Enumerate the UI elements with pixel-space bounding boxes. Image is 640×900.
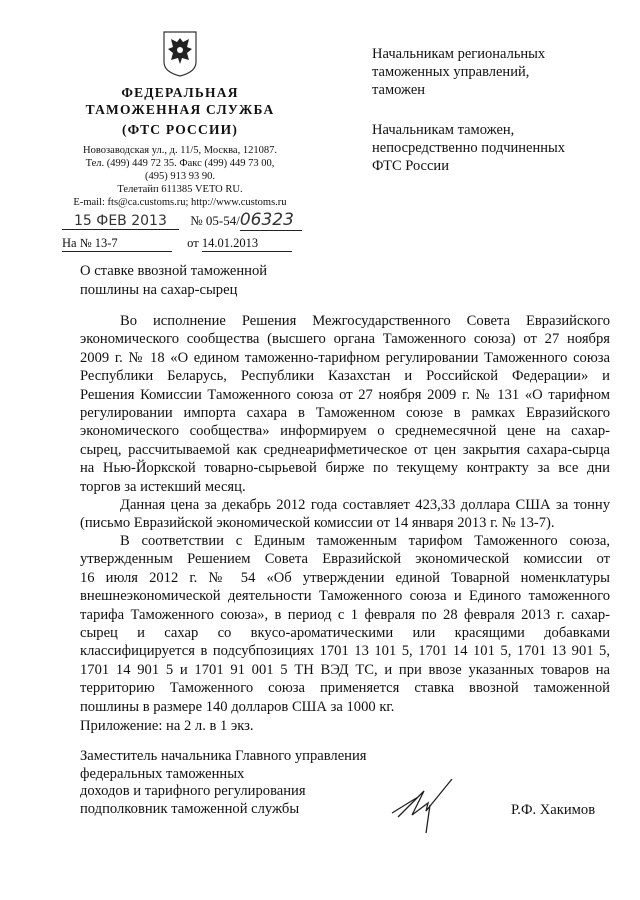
paragraph-line: экономического сообщества» информируем о среднемесячной цене на сахар-: [80, 423, 610, 440]
paragraph-line: 1701 14 901 5 и 1701 91 001 5 ТН ВЭД ТС, и при ввозе указанных товаров на: [80, 661, 610, 678]
recipients-block-1: [372, 45, 545, 99]
paragraph-line: Данная цена за декабрь 2012 года составляет 423,33 доллара США за тонну: [120, 497, 610, 513]
reference-line: [62, 236, 292, 252]
paragraph-line: территорию Таможенного союза применяется ставка ввозной таможенной: [80, 680, 610, 697]
paragraph-line: Решения Комиссии Таможенного союза от 27 ноября 2009 г. № 131 «О тарифном: [80, 386, 610, 403]
document-number: 06323: [240, 210, 302, 231]
email-line: E-mail: fts@ca.customs.ru; http://www.customs.ru: [73, 197, 287, 208]
ref-number: 13-7: [94, 236, 118, 250]
subject-line: О ставке ввозной таможенной: [80, 263, 268, 279]
signatory-title-line: Заместитель начальника Главного управления: [80, 748, 367, 764]
org-name-line2: ТАМОЖЕННАЯ СЛУЖБА: [85, 102, 275, 117]
org-name-line1: ФЕДЕРАЛЬНАЯ: [121, 85, 239, 100]
signature-image: [390, 775, 470, 840]
recipients-block-2: [372, 121, 565, 175]
org-short-name: (ФТС РОССИИ): [121, 122, 239, 137]
paragraph-line: сырец и сахар со вкусо-ароматическими или красящими добавками: [80, 625, 610, 642]
recipient-line: таможенных управлений,: [372, 64, 530, 80]
recipient-line: ФТС России: [372, 158, 449, 174]
signatory-name: Р.Ф. Хакимов: [511, 802, 596, 818]
ref-date-prefix: от: [187, 236, 199, 250]
paragraph-line: утвержденным Решением Совета Евразийской экономической комиссии от: [80, 551, 610, 568]
ref-prefix: На №: [62, 236, 92, 250]
paragraph-line: на Нью-Йоркской товарно-сырьевой бирже по текущему контракту за все дни: [80, 460, 610, 477]
paragraph-line: 16 июля 2012 г. № 54 «Об утверждении единой Товарной номенклатуры: [80, 569, 610, 586]
paragraph-line: В соответствии с Единым таможенным тарифом Таможенного союза,: [120, 533, 610, 549]
paragraph-line: внешнеэкономической деятельности Таможенного союза и Единого таможенного: [80, 588, 610, 605]
recipient-line: Начальникам региональных: [372, 46, 546, 62]
paragraph-1: [80, 312, 610, 496]
paragraph-line: сырец, рассчитываемой как среднеарифметическое от цен закрытия сахара-сырца: [80, 441, 610, 458]
number-prefix: № 05-54/: [190, 213, 240, 228]
paragraph-line: тарифа Таможенного союза», в период с 1 февраля по 28 февраля 2013 г. сахар-: [80, 606, 610, 623]
paragraph-line: классифицируется в подсубпозициях 1701 13 101 5, 1701 14 101 5, 1701 13 901 5,: [80, 643, 610, 660]
date-number-line: [62, 210, 302, 231]
phone-line: Тел. (499) 449 72 35. Факс (499) 449 73 00,: [85, 158, 275, 169]
subject: [80, 262, 267, 300]
paragraph-line: 2009 г. № 18 «О едином таможенно-тарифном регулировании Таможенного союза: [80, 349, 610, 366]
paragraph-line: торгов за истекший месяц.: [80, 478, 246, 495]
signatory-title-line: доходов и тарифного регулирования: [80, 783, 306, 799]
org-address: [60, 144, 300, 209]
recipient-line: непосредственно подчиненных: [372, 140, 565, 156]
signatory-title: [80, 748, 367, 818]
phone-line: (495) 913 93 90.: [145, 171, 215, 182]
emblem-icon: [162, 30, 198, 78]
paragraph-line: пошлины в размере 140 долларов США за 1000 кг.: [80, 698, 395, 715]
paragraph-3: [80, 532, 610, 716]
paragraph-line: (письмо Евразийской экономической комиссии от 14 января 2013 г. № 13-7).: [80, 515, 555, 532]
paragraph-line: регулировании импорта сахара в Таможенном союзе в рамках Евразийского: [80, 405, 610, 422]
signatory-title-line: федеральных таможенных: [80, 765, 245, 782]
teletype-line: Телетайп 611385 VETO RU.: [117, 184, 243, 195]
address-line: Новозаводская ул., д. 11/5, Москва, 121087.: [83, 145, 277, 156]
paragraph-line: экономического сообщества (высшего органа Таможенного союза) от 27 ноября: [80, 331, 610, 348]
paragraph-2: [80, 496, 610, 533]
subject-line: пошлины на сахар-сырец: [80, 282, 238, 298]
recipient-line: Начальникам таможен,: [372, 122, 515, 138]
paragraph-line: Во исполнение Решения Межгосударственного Совета Евразийского: [120, 313, 610, 329]
recipient-line: таможен: [372, 82, 426, 98]
signatory-title-line: подполковник таможенной службы: [80, 800, 300, 817]
document-date: 15 ФЕВ 2013: [62, 213, 179, 230]
attachment-note: Приложение: на 2 л. в 1 экз.: [80, 718, 254, 734]
ref-date: 14.01.2013: [202, 236, 292, 252]
paragraph-line: Республики Беларусь, Республики Казахстан и Российской Федерации» и: [80, 368, 610, 385]
